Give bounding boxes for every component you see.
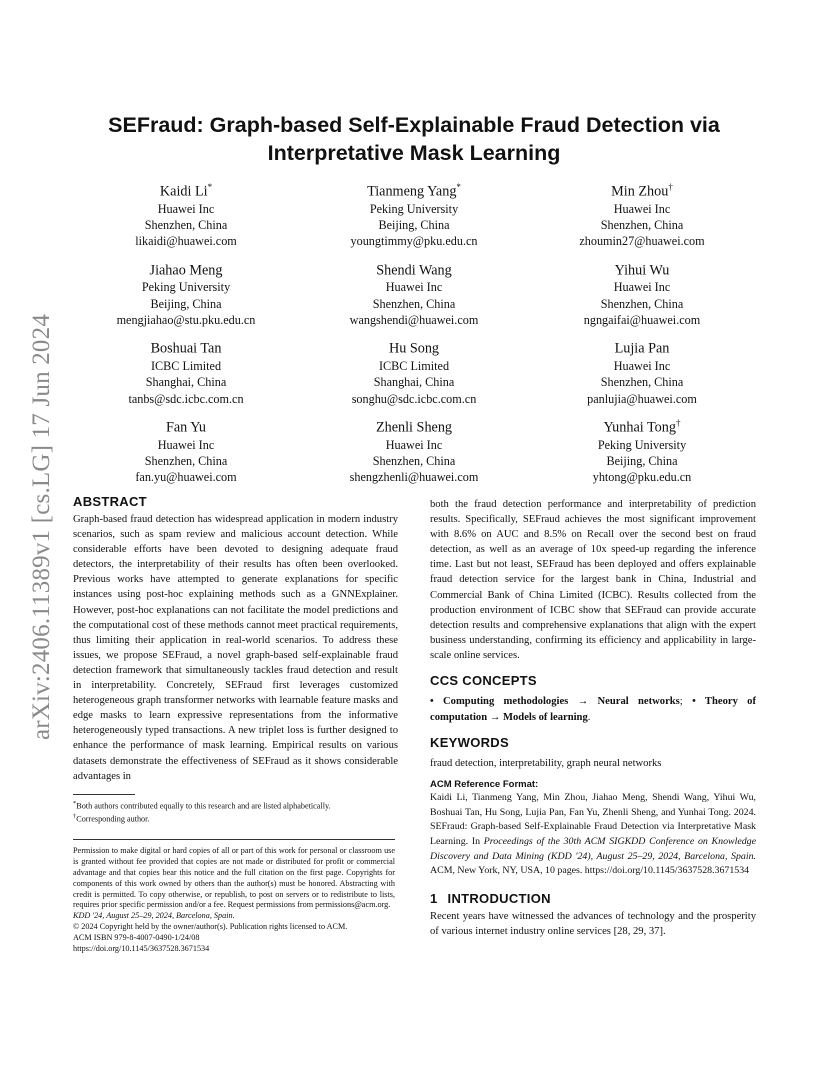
author-affiliation: Huawei Inc bbox=[157, 437, 215, 452]
isbn-line: ACM ISBN 979-8-4007-0490-1/24/08 bbox=[73, 932, 200, 942]
author-affiliation: Huawei Inc bbox=[385, 437, 443, 452]
author-location: Shenzhen, China bbox=[144, 453, 228, 468]
abstract-text-right: both the fraud detection performance and interpretability of prediction results. Specifically, SEFraud achieves the most significant improvement with 8.6% on AUC and 8.5% on Recall over the second best on fraud detection, as well as an average of 10x speed-up regarding the inference time. Last but not least, SEFraud has been deployed and offers explainable fraud detection service for the largest bank in China, Industrial and Commercial Bank of China Limited (ICBC). Results collected from the production environment of ICBC show that SEFraud can provide accurate detection results and comprehensive explanations that align with the expert business understanding, confirming its efficiency and applicability in large-scale online services. bbox=[430, 499, 756, 661]
permission-block bbox=[73, 839, 395, 954]
author-name: Min Zhou† bbox=[611, 182, 673, 200]
author-location: Shanghai, China bbox=[145, 375, 227, 390]
author-location: Beijing, China bbox=[150, 296, 222, 311]
author-block bbox=[72, 178, 300, 250]
ccs-concepts-text: • Computing methodologies → Neural networks; • Theory of computation → Models of learning. bbox=[430, 696, 756, 723]
author-affiliation: Peking University bbox=[369, 201, 459, 216]
keywords-heading: KEYWORDS bbox=[430, 735, 509, 751]
doi-line: https://doi.org/10.1145/3637528.3671534 bbox=[73, 943, 210, 953]
author-email: wangshendi@huawei.com bbox=[349, 312, 479, 327]
author-affiliation: Huawei Inc bbox=[613, 201, 671, 216]
author-block bbox=[72, 414, 300, 486]
author-name: Shendi Wang bbox=[376, 262, 452, 279]
arxiv-identifier bbox=[20, 292, 64, 762]
author-location: Shenzhen, China bbox=[600, 375, 684, 390]
author-location: Beijing, China bbox=[606, 453, 678, 468]
introduction-heading: 1 INTRODUCTION bbox=[430, 890, 551, 906]
title-line-2: Interpretative Mask Learning bbox=[267, 141, 561, 165]
keywords-text: fraud detection, interpretability, graph neural networks bbox=[430, 758, 662, 770]
left-column bbox=[73, 494, 398, 954]
author-block bbox=[300, 178, 528, 250]
author-name: Fan Yu bbox=[165, 419, 207, 436]
author-affiliation: ICBC Limited bbox=[378, 358, 450, 373]
author-email: songhu@sdc.icbc.com.cn bbox=[351, 391, 477, 406]
author-name: Yunhai Tong† bbox=[603, 417, 681, 436]
author-affiliation: Peking University bbox=[597, 437, 687, 452]
author-name: Lujia Pan bbox=[614, 340, 670, 357]
author-affiliation: Peking University bbox=[141, 280, 231, 295]
author-name: Yihui Wu bbox=[614, 262, 670, 279]
acm-reference-heading: ACM Reference Format: bbox=[430, 779, 539, 791]
author-email: mengjiahao@stu.pku.edu.cn bbox=[116, 312, 256, 327]
author-email: zhoumin27@huawei.com bbox=[579, 234, 705, 249]
ccs-concepts-heading: CCS CONCEPTS bbox=[430, 673, 537, 689]
venue-line: KDD '24, August 25–29, 2024, Barcelona, Spain. bbox=[73, 911, 235, 921]
author-block bbox=[528, 178, 756, 250]
author-email: panlujia@huawei.com bbox=[587, 391, 697, 406]
author-affiliation: Huawei Inc bbox=[385, 280, 443, 295]
acm-reference-text: Kaidi Li, Tianmeng Yang, Min Zhou, Jiahao Meng, Shendi Wang, Yihui Wu, Boshuai Tan, Hu Song, Lujia Pan, Fan Yu, Zhenli Sheng, and Yunhai Tong. 2024. SEFraud: Graph-based Self-Explainable Fraud Detection via Interpretative Mask Learning. In Proceedings of the 30th ACM SIGKDD Conference on Knowledge Discovery and Data Mining (KDD '24), August 25–29, 2024, Barcelona, Spain. ACM, New York, NY, USA, 10 pages. https://doi.org/10.1145/3637528.3671534 bbox=[430, 792, 756, 877]
abstract-text-left: Graph-based fraud detection has widespread application in modern industry scenarios, such as spam review and malicious account detection. While considerable efforts have been devoted to designing adequate fraud detectors, the interpretability of their results has often been overlooked. Previous works have attempted to generate explanations for specific instances using post-hoc explaining methods such as a GNNExplainer. However, post-hoc explanations can not facilitate the model predictions and the computational cost of these methods cannot meet practical requirements, thus limiting their application in real-world scenarios. To address these issues, we propose SEFraud, a novel graph-based self-explainable fraud detection framework that simultaneously tackles fraud detection and result in interpretability. Concretely, SEFraud first leverages customized heterogeneous graph transformer networks with learnable feature masks and edge masks to learn expressive representations from the informative heterogeneously typed transactions. A new triplet loss is further designed to enhance the performance of mask learning. Empirical results on various datasets demonstrate the effectiveness of SEFraud as it shows considerable advantages in bbox=[73, 514, 398, 782]
permission-notice: Permission to make digital or hard copies of all or part of this work for personal or classroom use is granted without fee provided that copies are not made or distributed for profit or commercial advantage and that copies bear this notice and the full citation on the first page. Copyrights for components of this work owned by others than the author(s) must be honored. Abstracting with credit is permitted. To copy otherwise, or republish, to post on servers or to redistribute to lists, requires prior specific permission and/or a fee. Request permissions from permissions@acm.org. bbox=[73, 846, 395, 910]
footnote-corresponding-author: †Corresponding author. bbox=[73, 813, 150, 824]
author-name: Jiahao Meng bbox=[149, 262, 223, 279]
author-block bbox=[72, 335, 300, 407]
author-email: tanbs@sdc.icbc.com.cn bbox=[128, 391, 244, 406]
footnote-divider bbox=[73, 794, 135, 795]
author-email: ngngaifai@huawei.com bbox=[583, 312, 701, 327]
copyright-line: © 2024 Copyright held by the owner/author(s). Publication rights licensed to ACM. bbox=[73, 921, 348, 931]
author-email: fan.yu@huawei.com bbox=[135, 470, 237, 485]
author-name: Kaidi Li* bbox=[159, 182, 213, 200]
introduction-text: Recent years have witnessed the advances of technology and the prosperity of various internet industry online services [28, 29, 37]. bbox=[430, 910, 756, 937]
author-name: Zhenli Sheng bbox=[375, 419, 453, 436]
author-grid bbox=[72, 178, 756, 486]
author-block bbox=[300, 414, 528, 486]
author-block bbox=[300, 335, 528, 407]
footnote-equal-contribution: *Both authors contributed equally to this research and are listed alphabetically. bbox=[73, 799, 331, 811]
title-line-1: SEFraud: Graph-based Self-Explainable Fraud Detection via bbox=[108, 113, 720, 137]
author-location: Shenzhen, China bbox=[144, 218, 228, 233]
paper-title bbox=[80, 111, 748, 167]
author-location: Shenzhen, China bbox=[600, 218, 684, 233]
author-location: Beijing, China bbox=[378, 218, 450, 233]
author-location: Shenzhen, China bbox=[600, 296, 684, 311]
author-affiliation: ICBC Limited bbox=[150, 358, 222, 373]
author-block bbox=[528, 257, 756, 329]
author-name: Hu Song bbox=[388, 340, 440, 357]
abstract-heading: ABSTRACT bbox=[73, 494, 147, 509]
author-email: likaidi@huawei.com bbox=[135, 234, 237, 249]
author-email: youngtimmy@pku.edu.cn bbox=[350, 234, 478, 249]
author-block bbox=[528, 414, 756, 486]
author-block bbox=[528, 335, 756, 407]
author-block bbox=[300, 257, 528, 329]
author-name: Tianmeng Yang* bbox=[367, 182, 461, 200]
author-email: shengzhenli@huawei.com bbox=[349, 470, 479, 485]
author-location: Shenzhen, China bbox=[372, 453, 456, 468]
author-name: Boshuai Tan bbox=[150, 340, 222, 357]
author-block bbox=[72, 257, 300, 329]
author-email: yhtong@pku.edu.cn bbox=[592, 470, 692, 485]
right-column bbox=[430, 497, 756, 939]
author-affiliation: Huawei Inc bbox=[613, 280, 671, 295]
author-location: Shenzhen, China bbox=[372, 296, 456, 311]
arxiv-id-text: arXiv:2406.11389v1 [cs.LG] 17 Jun 2024 bbox=[28, 313, 56, 741]
author-affiliation: Huawei Inc bbox=[613, 358, 671, 373]
author-affiliation: Huawei Inc bbox=[157, 201, 215, 216]
author-location: Shanghai, China bbox=[373, 375, 455, 390]
